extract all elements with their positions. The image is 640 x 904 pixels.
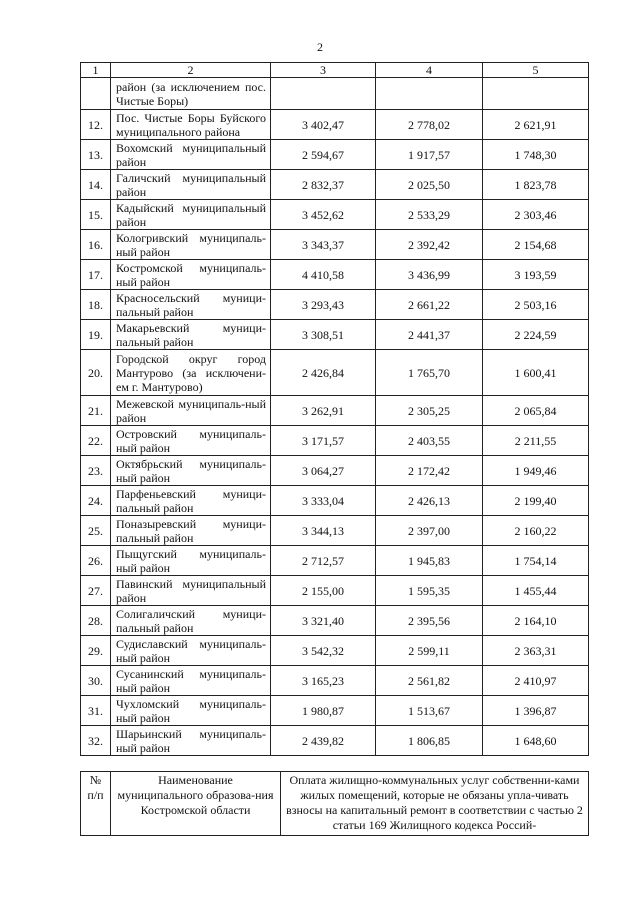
value-col3: 3 171,57: [271, 426, 376, 456]
row-number: 32.: [81, 726, 111, 756]
municipality-name: Кологривский муниципаль-ный район: [111, 230, 271, 260]
municipality-name: Пос. Чистые Боры Буйского муниципального района: [111, 110, 271, 140]
value-col3: 3 542,32: [271, 636, 376, 666]
municipality-name: Парфеньевский муници-пальный район: [111, 486, 271, 516]
value-col5: 1 396,87: [483, 696, 589, 726]
tariff-table: [80, 62, 589, 756]
value-col4: 2 392,42: [376, 230, 483, 260]
value-col3: 3 064,27: [271, 456, 376, 486]
header-row: [81, 772, 589, 836]
value-col3: [271, 78, 376, 110]
value-col5: 2 410,97: [483, 666, 589, 696]
value-col3: 3 402,47: [271, 110, 376, 140]
column-number-row: [81, 63, 589, 78]
value-col5: 2 621,91: [483, 110, 589, 140]
municipality-name: Пыщугский муниципаль-ный район: [111, 546, 271, 576]
municipality-name: Поназыревский муници-пальный район: [111, 516, 271, 546]
value-col3: 2 712,57: [271, 546, 376, 576]
value-col3: 2 439,82: [271, 726, 376, 756]
municipality-name: Вохомский муниципальный район: [111, 140, 271, 170]
table-row: [81, 396, 589, 426]
row-number: 29.: [81, 636, 111, 666]
value-col5: 2 503,16: [483, 290, 589, 320]
row-number: 16.: [81, 230, 111, 260]
value-col5: 2 303,46: [483, 200, 589, 230]
value-col4: 2 441,37: [376, 320, 483, 350]
municipality-name: Островский муниципаль-ный район: [111, 426, 271, 456]
table-row: [81, 140, 589, 170]
value-col4: 3 436,99: [376, 260, 483, 290]
municipality-name: Кадыйский муниципальный район: [111, 200, 271, 230]
row-number: 27.: [81, 576, 111, 606]
table-row: [81, 170, 589, 200]
table-row: [81, 726, 589, 756]
value-col4: 1 513,67: [376, 696, 483, 726]
row-number: 24.: [81, 486, 111, 516]
value-col4: 2 426,13: [376, 486, 483, 516]
value-col4: 2 305,25: [376, 396, 483, 426]
municipality-name: Макарьевский муници-пальный район: [111, 320, 271, 350]
header-municipality-col: Наименование муниципального образова-ния Костромской области: [111, 772, 281, 836]
table-row: [81, 230, 589, 260]
value-col3: 3 343,37: [271, 230, 376, 260]
table-row: [81, 200, 589, 230]
value-col5: [483, 78, 589, 110]
row-number: 28.: [81, 606, 111, 636]
header-number-col: № п/п: [81, 772, 111, 836]
value-col5: 2 199,40: [483, 486, 589, 516]
table-row: [81, 260, 589, 290]
value-col5: 2 160,22: [483, 516, 589, 546]
municipality-name: Октябрьский муниципаль-ный район: [111, 456, 271, 486]
value-col4: 2 778,02: [376, 110, 483, 140]
value-col3: 2 155,00: [271, 576, 376, 606]
value-col4: 1 595,35: [376, 576, 483, 606]
header-payment-col: Оплата жилищно-коммунальных услуг собственни-ками жилых помещений, которые не обязаны упла-чивать взносы на капитальный ремонт в соответствии с частью 2 статьи 169 Жилищного кодекса Россий-: [281, 772, 589, 836]
table-row: [81, 350, 589, 396]
row-number: 18.: [81, 290, 111, 320]
row-number: 12.: [81, 110, 111, 140]
municipality-name: Чухломский муниципаль-ный район: [111, 696, 271, 726]
value-col4: 1 806,85: [376, 726, 483, 756]
municipality-name: Красносельский муници-пальный район: [111, 290, 271, 320]
value-col3: 3 344,13: [271, 516, 376, 546]
value-col5: 2 363,31: [483, 636, 589, 666]
municipality-name: Сусанинский муниципаль-ный район: [111, 666, 271, 696]
column-number: 1: [81, 63, 111, 78]
municipality-name: Городской округ город Мантурово (за исключени-ем г. Мантурово): [111, 350, 271, 396]
table-row: [81, 110, 589, 140]
table-row: [81, 636, 589, 666]
table-row: [81, 456, 589, 486]
table-header-repeat: [80, 771, 589, 836]
value-col4: 1 945,83: [376, 546, 483, 576]
value-col5: 1 748,30: [483, 140, 589, 170]
municipality-name: район (за исключением пос. Чистые Боры): [111, 78, 271, 110]
table-row: [81, 320, 589, 350]
municipality-name: Судиславский муниципаль-ный район: [111, 636, 271, 666]
row-number: 31.: [81, 696, 111, 726]
value-col3: 3 293,43: [271, 290, 376, 320]
value-col4: 2 561,82: [376, 666, 483, 696]
row-number: 21.: [81, 396, 111, 426]
value-col3: 4 410,58: [271, 260, 376, 290]
value-col5: 1 754,14: [483, 546, 589, 576]
table-row: [81, 546, 589, 576]
row-number: 15.: [81, 200, 111, 230]
municipality-name: Павинский муниципальный район: [111, 576, 271, 606]
value-col5: 3 193,59: [483, 260, 589, 290]
row-number: 30.: [81, 666, 111, 696]
municipality-name: Галичский муниципальный район: [111, 170, 271, 200]
value-col5: 2 154,68: [483, 230, 589, 260]
value-col4: 1 765,70: [376, 350, 483, 396]
value-col3: 2 426,84: [271, 350, 376, 396]
table-row: [81, 290, 589, 320]
municipality-name: Солигаличский муници-пальный район: [111, 606, 271, 636]
table-row: [81, 696, 589, 726]
value-col4: [376, 78, 483, 110]
value-col5: 1 949,46: [483, 456, 589, 486]
row-number: 26.: [81, 546, 111, 576]
column-number: 3: [271, 63, 376, 78]
row-number: 17.: [81, 260, 111, 290]
table-row: [81, 576, 589, 606]
row-number: 19.: [81, 320, 111, 350]
page-number: 2: [317, 40, 323, 54]
value-col3: 3 321,40: [271, 606, 376, 636]
row-number: 13.: [81, 140, 111, 170]
value-col4: 2 533,29: [376, 200, 483, 230]
value-col3: 3 333,04: [271, 486, 376, 516]
municipality-name: Межевской муниципаль-ный район: [111, 396, 271, 426]
row-number: 25.: [81, 516, 111, 546]
column-number: 4: [376, 63, 483, 78]
municipality-name: Костромской муниципаль-ный район: [111, 260, 271, 290]
value-col3: 3 262,91: [271, 396, 376, 426]
table-row: [81, 516, 589, 546]
value-col5: 2 211,55: [483, 426, 589, 456]
column-number: 5: [483, 63, 589, 78]
table-row: [81, 606, 589, 636]
value-col5: 2 224,59: [483, 320, 589, 350]
value-col3: 3 452,62: [271, 200, 376, 230]
table-row: [81, 78, 589, 110]
value-col4: 2 172,42: [376, 456, 483, 486]
value-col5: 1 600,41: [483, 350, 589, 396]
value-col5: 2 065,84: [483, 396, 589, 426]
value-col4: 2 025,50: [376, 170, 483, 200]
value-col4: 1 917,57: [376, 140, 483, 170]
value-col5: 1 648,60: [483, 726, 589, 756]
value-col3: 1 980,87: [271, 696, 376, 726]
value-col3: 2 832,37: [271, 170, 376, 200]
value-col4: 2 661,22: [376, 290, 483, 320]
column-number: 2: [111, 63, 271, 78]
tariff-table-body: [81, 63, 589, 756]
row-number: 20.: [81, 350, 111, 396]
value-col4: 2 397,00: [376, 516, 483, 546]
value-col3: 2 594,67: [271, 140, 376, 170]
row-number: 14.: [81, 170, 111, 200]
row-number: 23.: [81, 456, 111, 486]
table-row: [81, 486, 589, 516]
value-col4: 2 395,56: [376, 606, 483, 636]
value-col4: 2 599,11: [376, 636, 483, 666]
table-row: [81, 666, 589, 696]
value-col4: 2 403,55: [376, 426, 483, 456]
row-number: [81, 78, 111, 110]
table-row: [81, 426, 589, 456]
value-col5: 2 164,10: [483, 606, 589, 636]
municipality-name: Шарьинский муниципаль-ный район: [111, 726, 271, 756]
value-col3: 3 308,51: [271, 320, 376, 350]
value-col3: 3 165,23: [271, 666, 376, 696]
value-col5: 1 823,78: [483, 170, 589, 200]
row-number: 22.: [81, 426, 111, 456]
value-col5: 1 455,44: [483, 576, 589, 606]
